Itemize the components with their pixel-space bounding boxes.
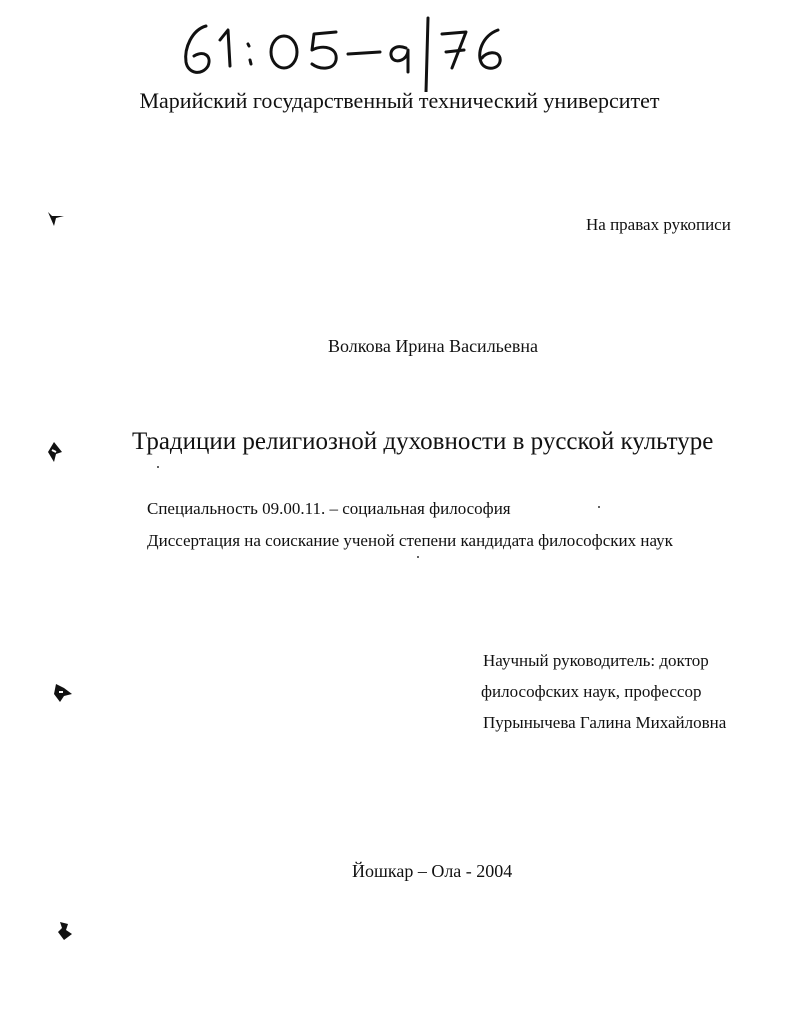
scan-hole-mark-icon (44, 206, 68, 230)
scan-speck (157, 466, 159, 468)
scan-hole-mark-icon (52, 918, 76, 942)
scan-speck (598, 506, 600, 508)
scan-hole-mark-icon (42, 440, 66, 464)
author-name: Волкова Ирина Васильевна (327, 336, 538, 356)
scan-hole-mark-icon (50, 680, 74, 704)
dissertation-title: Традиции религиозной духовности в русской культуре (132, 428, 714, 455)
manuscript-rights-note: На правах рукописи (586, 215, 731, 234)
degree-line: Диссертация на соискание ученой степени кандидата философских наук (147, 531, 673, 550)
advisor-line-2: философских наук, профессор (481, 682, 702, 701)
advisor-line-3: Пурынычева Галина Михайловна (483, 713, 727, 732)
specialty-line: Специальность 09.00.11. – социальная философия (147, 499, 511, 518)
place-and-year: Йошкар – Ола - 2004 (352, 861, 513, 881)
handwritten-archive-code (176, 14, 536, 92)
advisor-line-1: Научный руководитель: доктор (483, 651, 709, 670)
university-name: Марийский государственный технический университет (139, 88, 660, 113)
scan-speck (417, 556, 419, 558)
